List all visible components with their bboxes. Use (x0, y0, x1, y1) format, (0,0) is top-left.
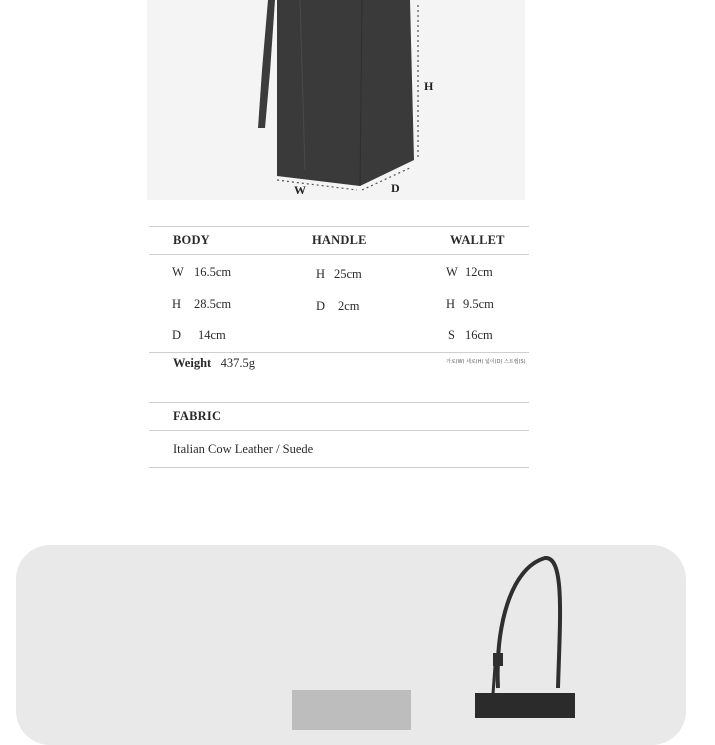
spec-row (448, 328, 493, 343)
weight-row (173, 356, 255, 371)
fabric-value: Italian Cow Leather / Suede (173, 442, 314, 456)
spec-key: W (446, 265, 458, 279)
height-label: H (424, 79, 434, 93)
spec-value: 16.5cm (194, 265, 232, 279)
shoulder-bag-photo (440, 548, 600, 718)
spec-row (316, 299, 360, 314)
spec-key: S (448, 328, 455, 342)
depth-label: D (391, 181, 400, 195)
table-rule (149, 467, 529, 468)
spec-value: 25cm (334, 267, 362, 281)
width-label: W (294, 183, 306, 197)
spec-row (172, 265, 231, 280)
spec-value: 2cm (338, 299, 360, 313)
spec-row (316, 267, 362, 282)
spec-key: D (172, 328, 182, 342)
spec-key: D (316, 299, 326, 313)
body-header: BODY (173, 233, 210, 247)
wallet-header: WALLET (450, 233, 505, 247)
spec-key: H (446, 297, 456, 311)
spec-value: 16cm (465, 328, 493, 342)
spec-key: H (172, 297, 182, 311)
spec-key: W (172, 265, 184, 279)
spec-row (446, 265, 493, 280)
table-rule (149, 226, 529, 227)
fabric-header: FABRIC (173, 409, 222, 423)
spec-row (172, 328, 226, 343)
spec-row (172, 297, 231, 312)
bag-illustration (0, 0, 715, 215)
table-rule (149, 352, 529, 353)
table-rule (149, 254, 529, 255)
spec-value: 12cm (465, 265, 493, 279)
spec-value: 28.5cm (194, 297, 232, 311)
product-swatch-block (292, 690, 411, 730)
table-rule (149, 430, 529, 431)
spec-row (446, 297, 494, 312)
weight-value: 437.5g (220, 356, 255, 370)
spec-value: 14cm (198, 328, 226, 342)
spec-key: H (316, 267, 326, 281)
weight-label: Weight (173, 356, 212, 370)
dimension-legend-note: 가로(W) 세로(H) 넓이(D) 스트랩(S) (446, 359, 526, 365)
handle-header: HANDLE (312, 233, 367, 247)
spec-value: 9.5cm (463, 297, 494, 311)
table-rule (149, 402, 529, 403)
